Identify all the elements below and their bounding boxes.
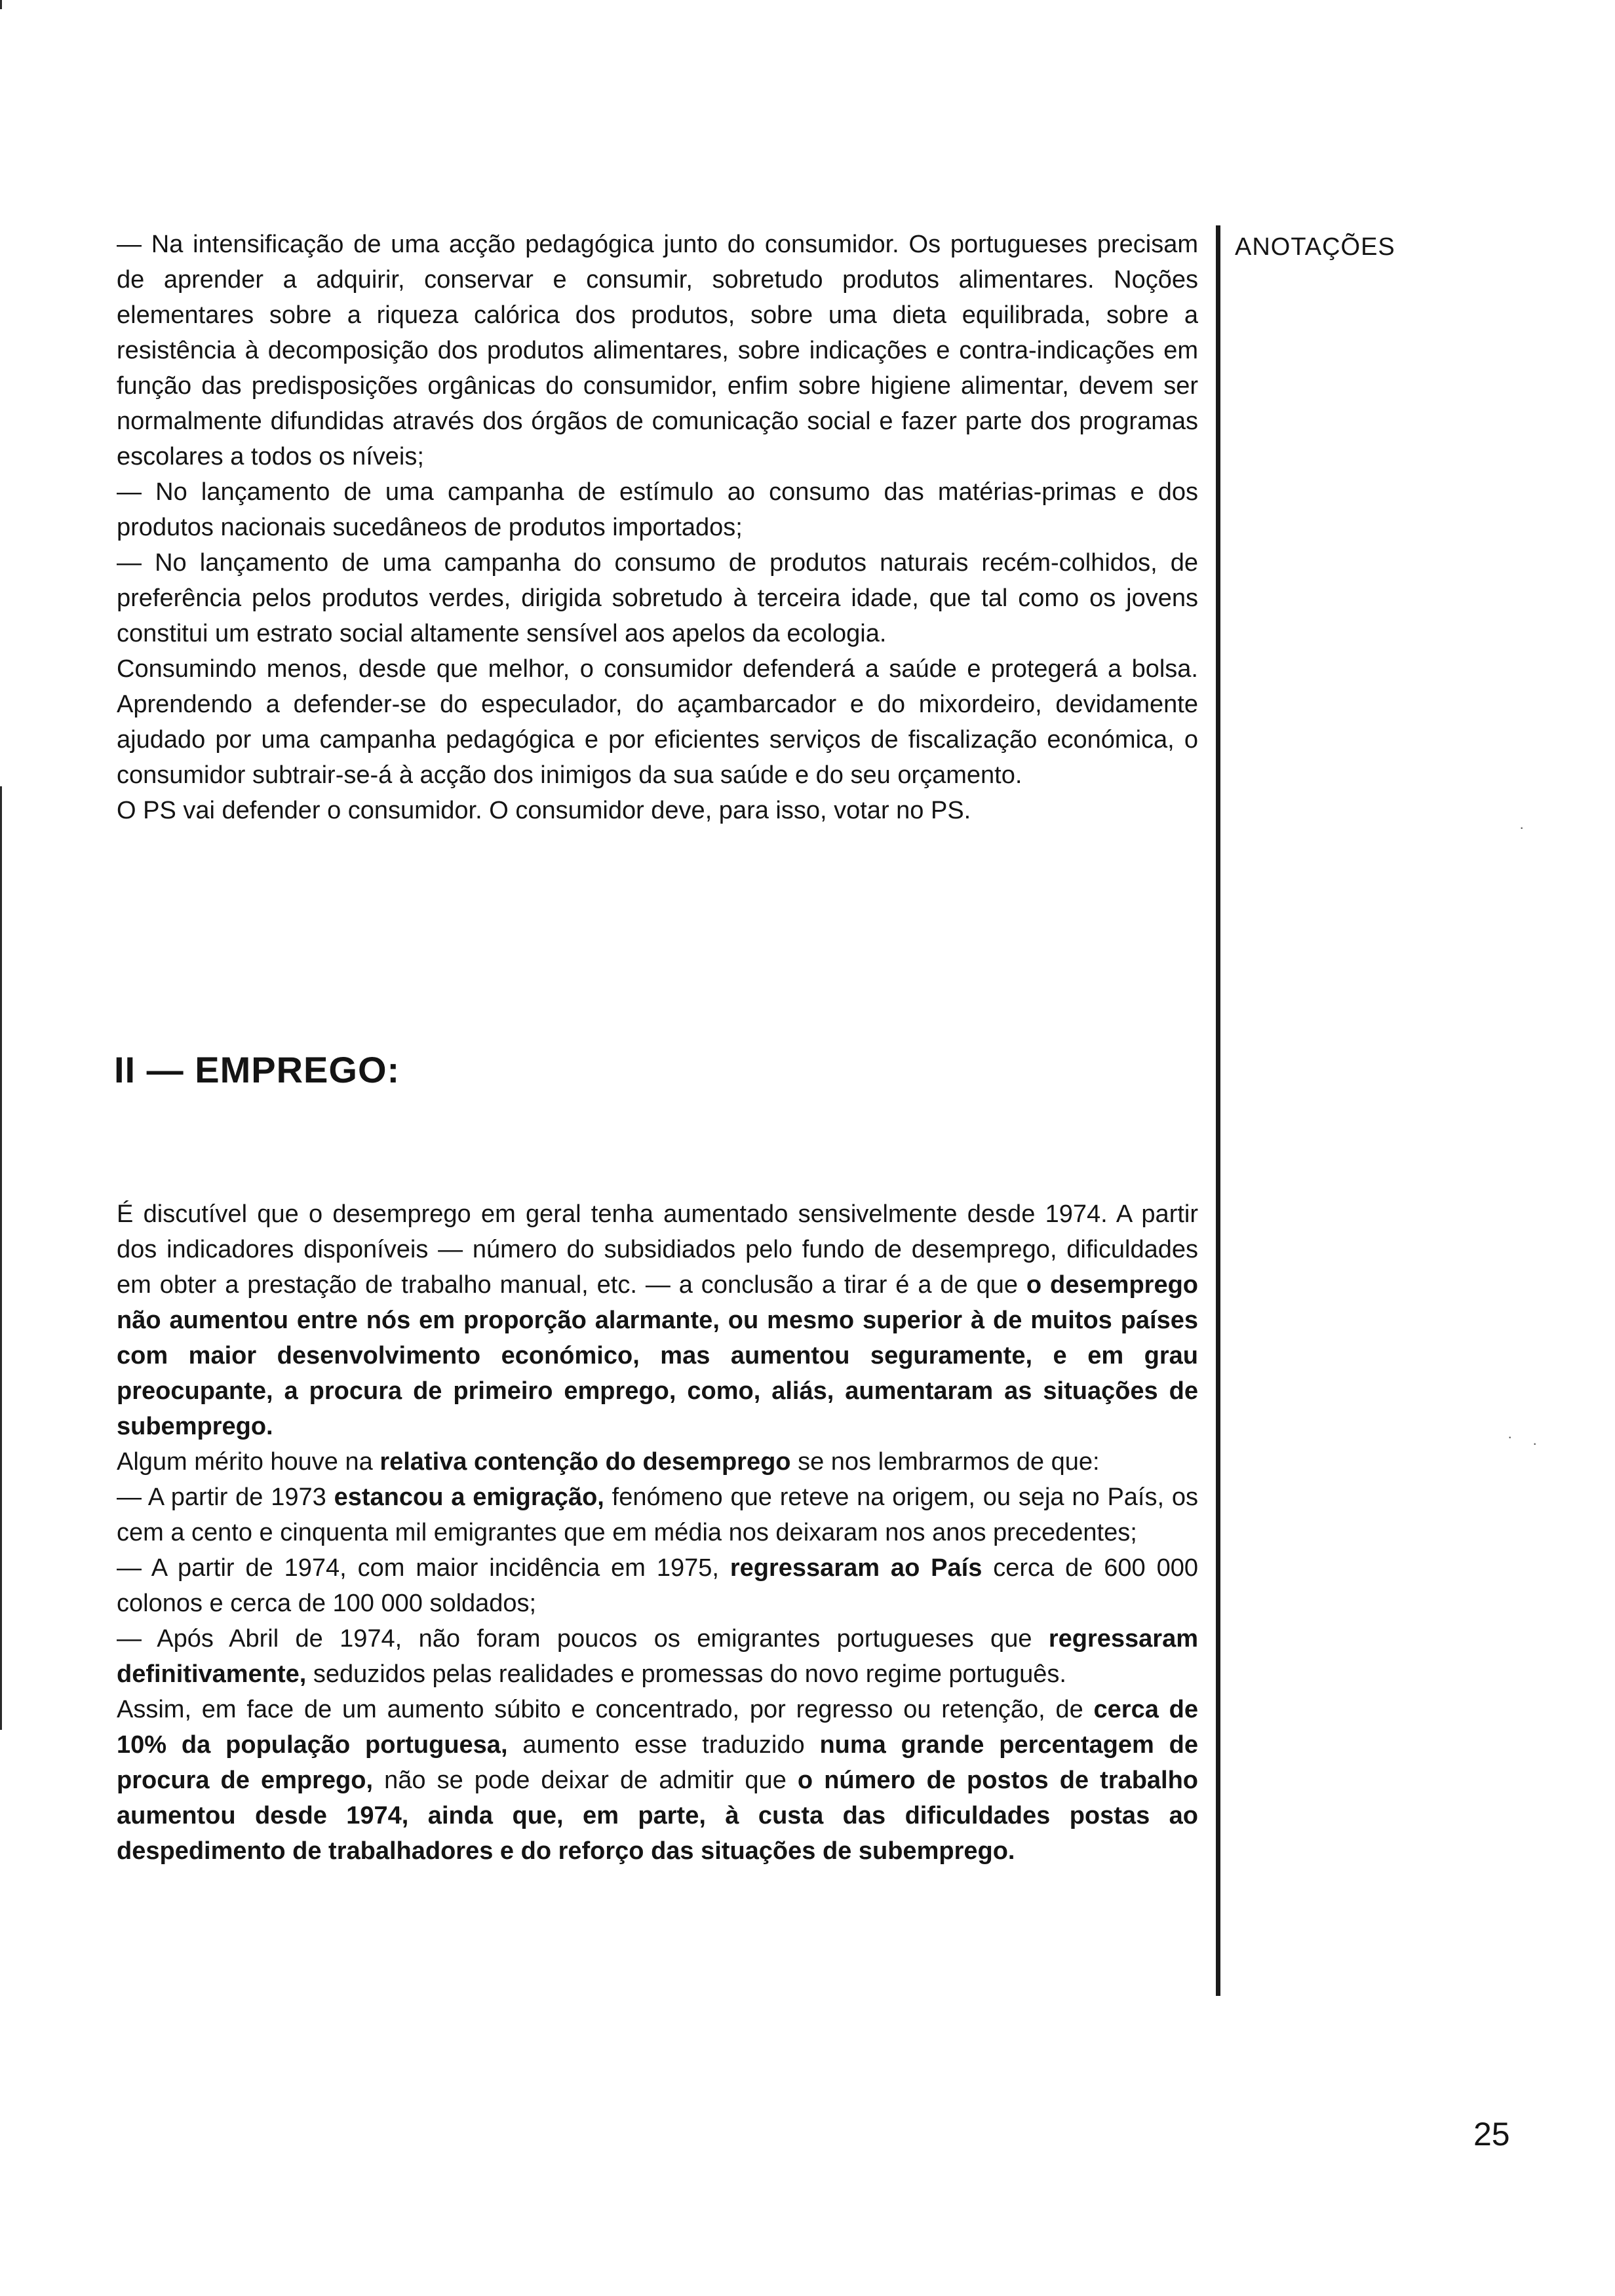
- paragraph: [117, 1550, 1198, 1621]
- bold-text-run: numa grande percentagem de procura de emprego,: [117, 1731, 1199, 1794]
- text-run: aumento esse traduzido: [507, 1731, 820, 1759]
- scan-edge-mark: [0, 0, 2, 9]
- bold-text-run: estancou a emigração,: [334, 1483, 604, 1511]
- paragraph: Consumindo menos, desde que melhor, o consumidor defenderá a saúde e protegerá a bolsa. Aprendendo a defender-se do especulador, do açambarcador e do mixordeiro, devidamente ajudado por uma campanha pedagógica e por eficientes serviços de fiscalização económica, o consumidor subtrair-se-á à acção dos inimigos da sua saúde e do seu orçamento.: [117, 655, 1198, 789]
- scan-speck: ·: [1508, 1428, 1513, 1445]
- text-run: Assim, em face de um aumento súbito e concentrado, por regresso ou retenção, de: [117, 1696, 1094, 1723]
- text-run: fenómeno que reteve na origem, ou seja no País, os cem a cento e cinquenta mil emigrantes que em média nos deixaram nos anos precedentes;: [117, 1483, 1198, 1546]
- employment-section-text: [117, 1196, 1198, 1869]
- paragraph: — Na intensificação de uma acção pedagógica junto do consumidor. Os portugueses precisam de aprender a adquirir, conservar e consumir, sobretudo produtos alimentares. Noções elementares sobre a riqueza calórica dos produtos, sobre uma dieta equilibrada, sobre a resistência à decomposição dos produtos alimentares, sobre indicações e contra-indicações em função das predisposições orgânicas do consumidor, enfim sobre higiene alimentar, devem ser normalmente difundidas através dos órgãos de comunicação social e fazer parte dos programas escolares a todos os níveis;: [117, 231, 1198, 470]
- bold-text-run: regressaram definitivamente,: [117, 1625, 1198, 1688]
- margin-label: ANOTAÇÕES: [1235, 233, 1395, 261]
- bold-text-run: regressaram ao País: [730, 1554, 983, 1582]
- paragraph: [117, 1480, 1198, 1550]
- text-run: não se pode deixar de admitir que: [373, 1767, 798, 1794]
- text-run: se nos lembrarmos de que:: [790, 1448, 1100, 1476]
- paragraph: [117, 1692, 1198, 1869]
- bold-text-run: o desemprego não aumentou entre nós em proporção alarmante, ou mesmo superior à de muitos países com maior desenvolvimento económico, mas aumentou seguramente, e em grau preocupante, a procura de primeiro emprego, como, aliás, aumentaram as situações de subemprego.: [117, 1271, 1199, 1440]
- text-run: — Após Abril de 1974, não foram poucos os emigrantes portugueses que: [117, 1625, 1049, 1653]
- text-run: — A partir de 1973: [117, 1483, 334, 1511]
- paragraph: O PS vai defender o consumidor. O consumidor deve, para isso, votar no PS.: [117, 797, 971, 824]
- margin-rule: [1216, 225, 1220, 1996]
- page-number: 25: [1473, 2116, 1510, 2152]
- paragraph: [117, 1621, 1198, 1692]
- bold-text-run: o número de postos de trabalho aumentou desde 1974, ainda que, em parte, à custa das dificuldades postas ao despedimento de trabalhadores e do reforço das situações de subemprego.: [117, 1767, 1199, 1865]
- text-run: Algum mérito houve na: [117, 1448, 380, 1476]
- scan-speck: ·: [1519, 819, 1525, 835]
- paragraph: — No lançamento de uma campanha do consumo de produtos naturais recém-colhidos, de preferência pelos produtos verdes, dirigida sobretudo à terceira idade, que tal como os jovens constitui um estrato social altamente sensível aos apelos da ecologia.: [117, 549, 1198, 647]
- section-heading: II — EMPREGO:: [114, 1049, 400, 1090]
- scan-edge-line: [0, 786, 2, 1730]
- bold-text-run: cerca de 10% da população portuguesa,: [117, 1696, 1198, 1759]
- text-run: seduzidos pelas realidades e promessas do novo regime português.: [306, 1660, 1066, 1688]
- text-run: cerca de 600 000 colonos e cerca de 100 000 soldados;: [117, 1554, 1198, 1617]
- paragraph: [117, 1196, 1198, 1444]
- scan-speck: ·: [1532, 1435, 1538, 1451]
- paragraph: — No lançamento de uma campanha de estímulo ao consumo das matérias-primas e dos produtos nacionais sucedâneos de produtos importados;: [117, 478, 1198, 541]
- text-run: É discutível que o desemprego em geral tenha aumentado sensivelmente desde 1974. A partir dos indicadores disponíveis — número do subsidiados pelo fundo de desemprego, dificuldades em obter a prestação de trabalho manual, etc. — a conclusão a tirar é a de que: [117, 1200, 1198, 1299]
- text-run: — A partir de 1974, com maior incidência em 1975,: [117, 1554, 730, 1582]
- consumer-section-text: [117, 227, 1198, 828]
- paragraph: [117, 1444, 1198, 1480]
- bold-text-run: relativa contenção do desemprego: [379, 1448, 791, 1476]
